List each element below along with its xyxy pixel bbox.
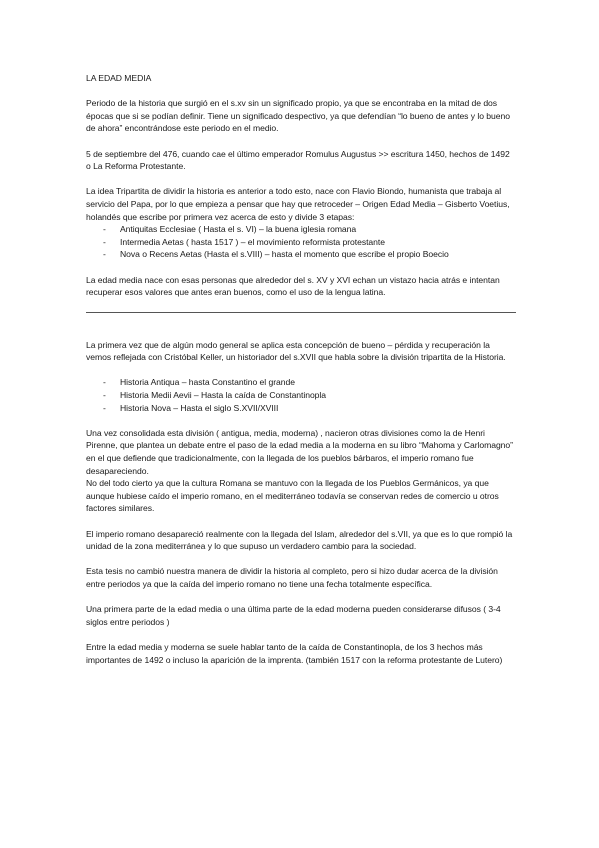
list-keller-division [86, 376, 516, 414]
paragraph-islam: El imperio romano desapareció realmente con la llegada del Islam, alrededor del s.VII, ya que es lo que rompió la unidad de la zona mediterránea y lo que supuso un verdadero cambio para la sociedad. [86, 528, 513, 552]
list-voetius-stages [86, 223, 516, 261]
paragraph-constantinople: Entre la edad media y moderna se suele hablar tanto de la caída de Constantinopla, de los 3 hechos más importantes de 1492 o incluso la aparición de la imprenta. (también 1517 con la reforma protestante de Lutero) [86, 641, 503, 665]
list-item: - Antiquitas Ecclesiae ( Hasta el s. VI) – la buena iglesia romana [86, 223, 516, 236]
paragraph-origin: La edad media nace con esas personas que alrededor del s. XV y XVI echan un vistazo hacia atrás e intentan recuperar esos valores que antes eran buenos, como el uso de la lengua latina. [86, 274, 500, 298]
list-item: - Intermedia Aetas ( hasta 1517 ) – el movimiento reformista protestante [86, 236, 516, 249]
paragraph-diffuse-periods: Una primera parte de la edad media o una última parte de la edad moderna pueden considerarse difusos ( 3-4 siglos entre periodos ) [86, 604, 501, 627]
paragraph-pirenne: Una vez consolidada esta división ( antigua, media, moderna) , nacieron otras divisiones como la de Henri Pirenne, que plantea un debate entre el paso de la edad media a la moderna en su libro “Mahoma y Carlomagno” en el que defiende que tradicionalmente, con la llegada de los pueblos bárbaros, el imperio romano fue desapareciendo. [86, 427, 513, 476]
section-divider [86, 312, 516, 313]
paragraph-tripartite-idea: La idea Tripartita de dividir la historia es anterior a todo esto, nace con Flavio Biondo, humanista que trabaja al servicio del Papa, por lo que empieza a pensar que hay que retroceder – Origen Edad Media – Gisberto Voetius, holandés que escribe por primera vez acerca de esto y divide 3 etapas: [86, 186, 510, 222]
paragraph-definition: Periodo de la historia que surgió en el s.xv sin un significado propio, ya que se encontraba en la mitad de dos épocas que si se podían definir. Tiene un significado despectivo, ya que defendían “lo bueno de antes y lo bueno de ahora” encontrándose este periodo en el medio. [86, 98, 510, 134]
paragraph-thesis: Esta tesis no cambió nuestra manera de dividir la historia al completo, pero si hizo dudar acerca de la división entre periodos ya que la caída del imperio romano no tiene una fecha totalmente específica. [86, 566, 498, 589]
list-item: - Historia Medii Aevii – Hasta la caída de Constantinopla [86, 389, 516, 402]
list-item: - Historia Nova – Hasta el siglo S.XVII/XVIII [86, 402, 516, 415]
paragraph-roman-culture: No del todo cierto ya que la cultura Romana se mantuvo con la llegada de los Pueblos Germánicos, ya que aunque hubiese caído el imperio romano, en el mediterráneo todavía se conservan redes de comercio u otros factores similares. [86, 478, 499, 514]
list-item: - Historia Antiqua – hasta Constantino el grande [86, 376, 516, 389]
paragraph-keller: La primera vez que de algún modo general se aplica esta concepción de bueno – pérdida y recuperación la vemos reflejada con Cristóbal Keller, un historiador del s.XVII que habla sobre la división tripartita de la Historia. [86, 339, 506, 363]
document-body [86, 72, 516, 666]
paragraph-dates: 5 de septiembre del 476, cuando cae el último emperador Romulus Augustus >> escritura 1450, hechos de 1492 o La Reforma Protestante. [86, 148, 510, 172]
document-title: LA EDAD MEDIA [86, 73, 152, 83]
list-item: - Nova o Recens Aetas (Hasta el s.VIII) – hasta el momento que escribe el propio Boecio [86, 248, 516, 261]
